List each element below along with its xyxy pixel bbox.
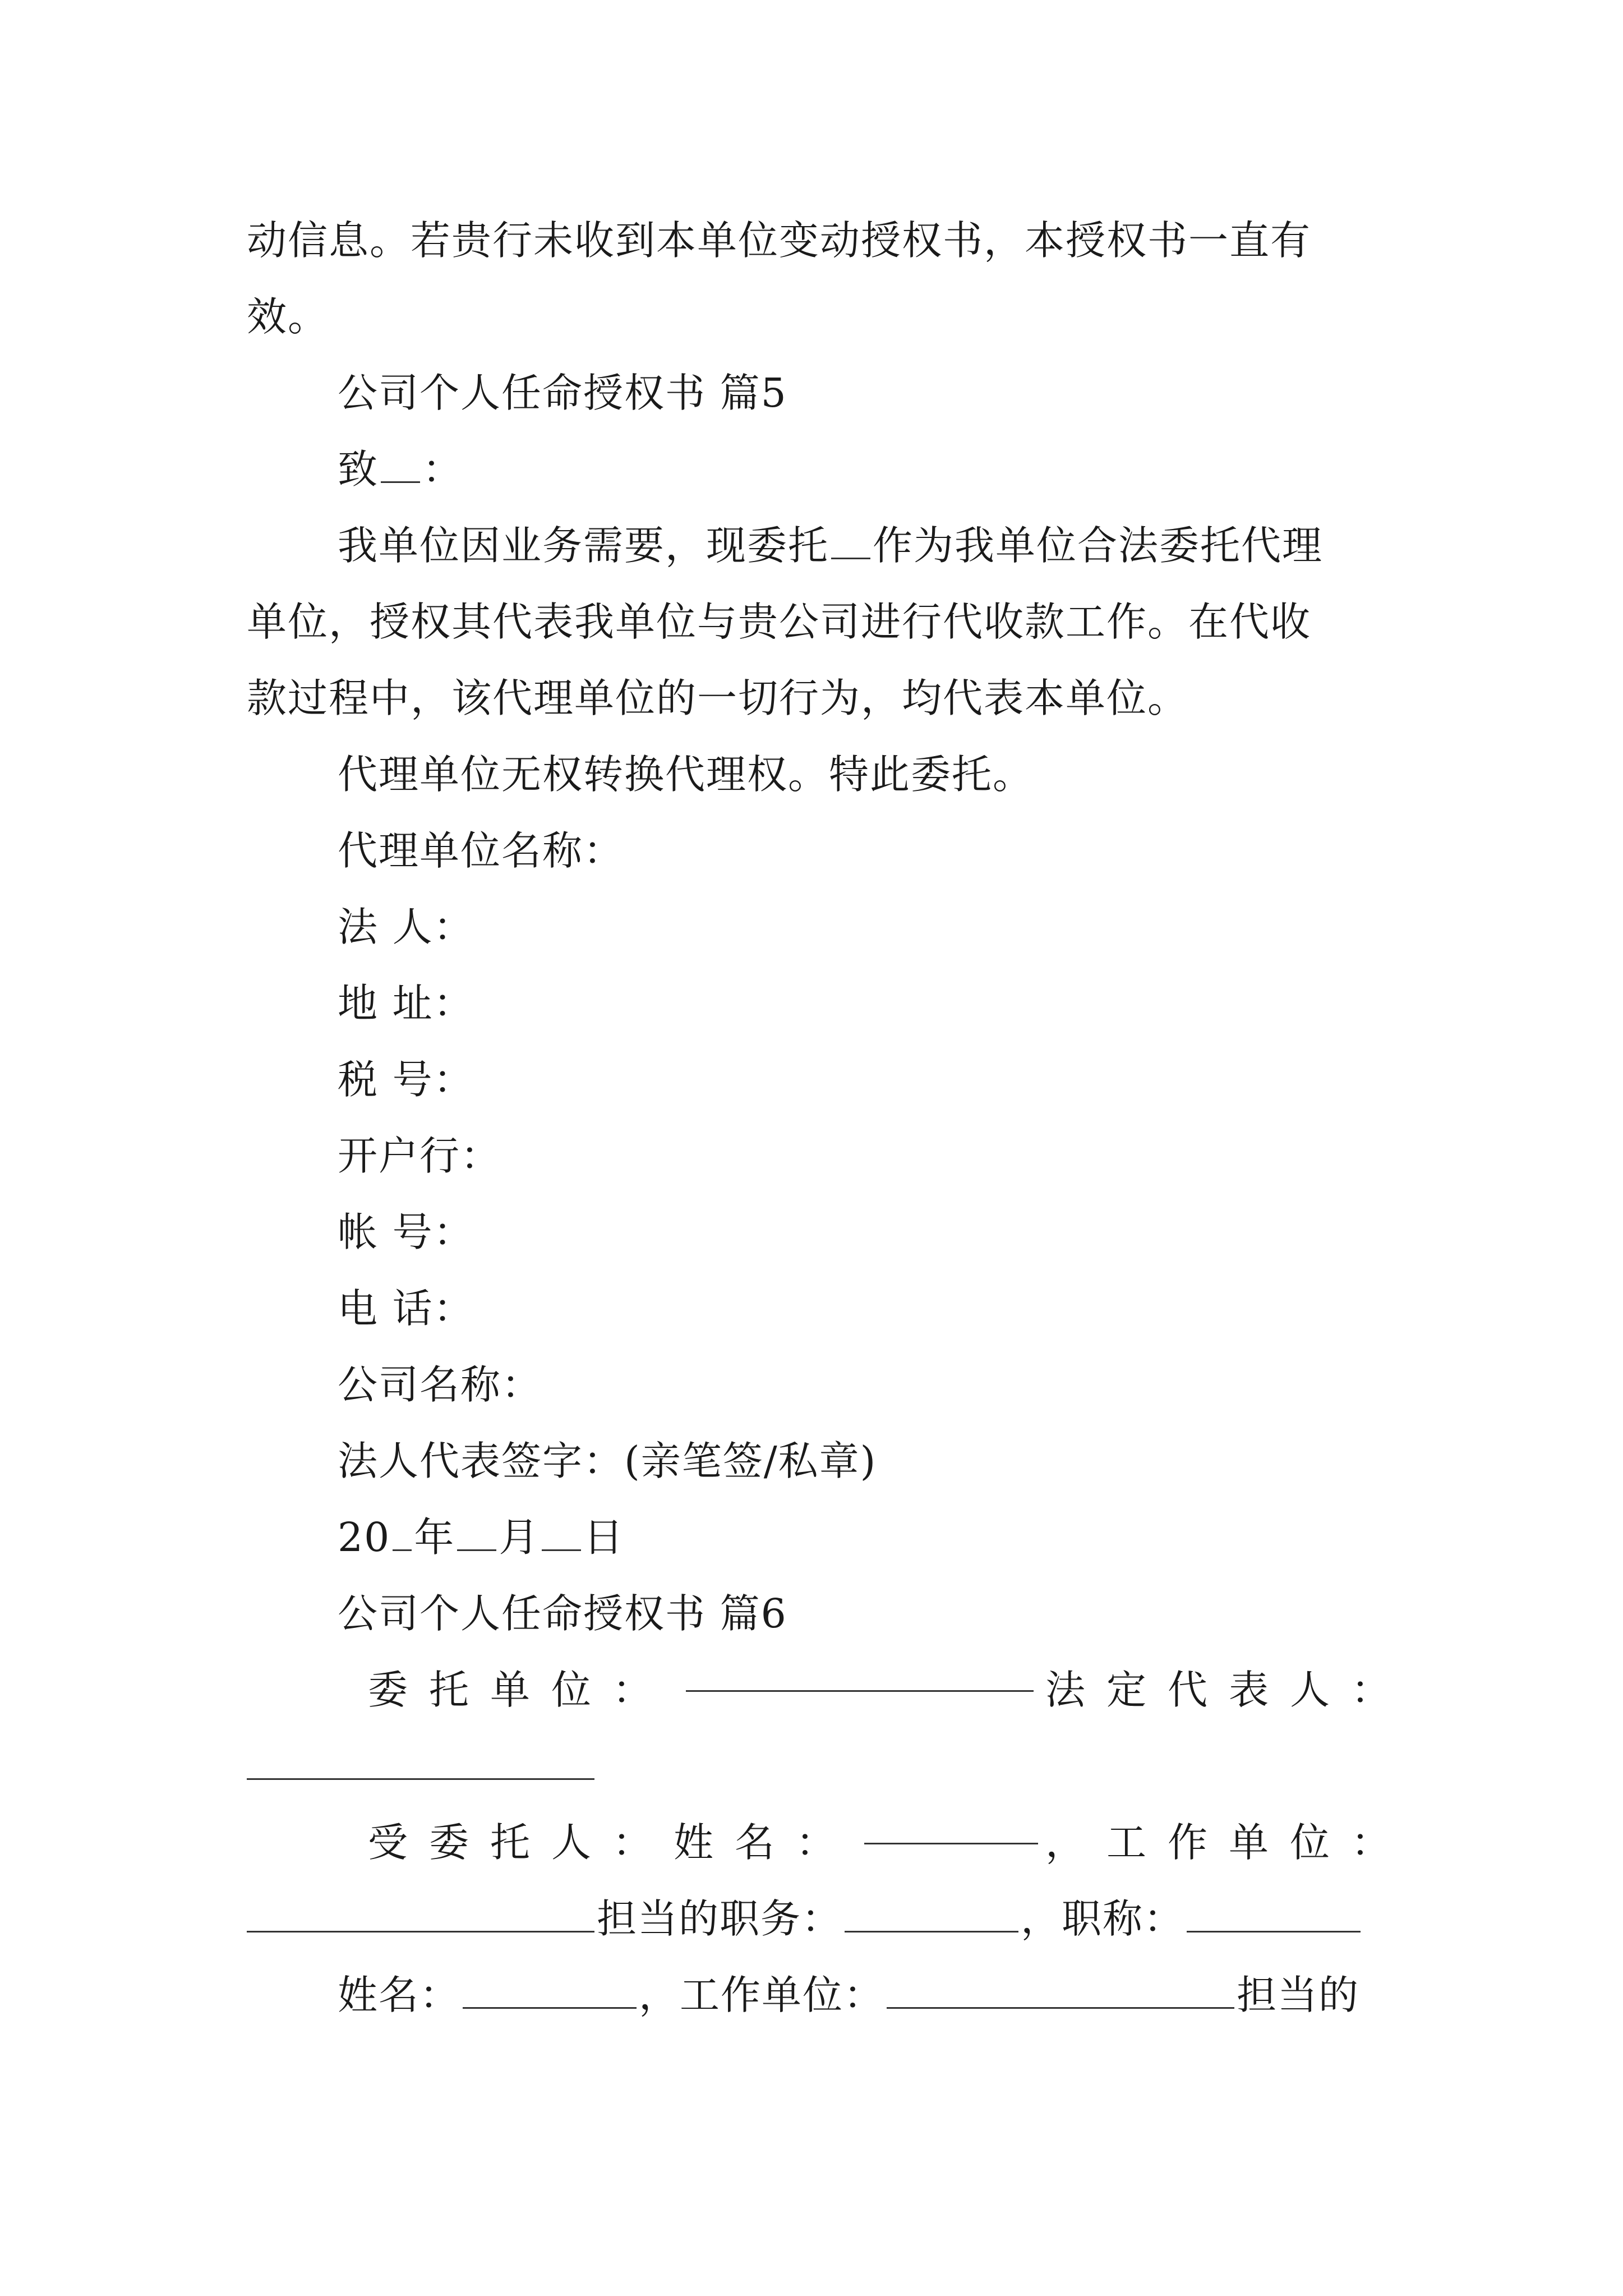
- fill-in-blank: [864, 1842, 1038, 1844]
- fill-in-blank: [1187, 1930, 1361, 1932]
- text-fragment: 日: [583, 1514, 625, 1561]
- section-heading: 公司个人任命授权书 篇5: [338, 370, 787, 416]
- form-line: [368, 1812, 1412, 1874]
- fill-in-blank: [381, 480, 420, 483]
- section-heading: 公司个人任命授权书 篇6: [338, 1590, 787, 1637]
- form-label: 开户行：: [338, 1133, 502, 1179]
- form-label: ，职称：: [1021, 1895, 1185, 1942]
- form-label: 公司名称：: [338, 1361, 543, 1408]
- text-fragment: 20: [338, 1514, 391, 1561]
- text-fragment: 我单位因业务需要，现委托: [338, 522, 829, 569]
- form-line: [368, 1659, 1412, 1721]
- text-fragment: 年: [414, 1514, 455, 1561]
- fill-in-blank: [845, 1930, 1018, 1932]
- text-fragment: 作为我单位合法委托代理: [873, 522, 1324, 569]
- text-line: 动信息。若贵行未收到本单位变动授权书，本授权书一直有: [247, 217, 1312, 264]
- addressee-line: [338, 439, 1391, 500]
- form-label: 代理单位名称：: [338, 827, 625, 874]
- form-label: 担当的职务：: [597, 1895, 843, 1942]
- text-line: 款过程中，该代理单位的一切行为，均代表本单位。: [247, 675, 1189, 721]
- form-label: ，工作单位：: [1045, 1819, 1412, 1866]
- fill-in-blank: [393, 1548, 412, 1551]
- form-line: [247, 1736, 1391, 1797]
- form-label: 帐 号：: [338, 1209, 474, 1255]
- form-label: 法 人：: [338, 904, 474, 950]
- form-line: [338, 1964, 1391, 2026]
- text-line: 效。: [247, 293, 329, 340]
- text-line: [338, 515, 1391, 577]
- text-fragment: 致: [338, 446, 379, 493]
- form-line: [247, 1888, 1391, 1950]
- fill-in-blank: [831, 556, 870, 559]
- form-label: ，工作单位：: [639, 1972, 885, 2018]
- signature-label: 法人代表签字：(亲笔签/私章): [338, 1438, 877, 1484]
- form-label: 委托单位：: [368, 1667, 674, 1713]
- date-line: [338, 1507, 1391, 1568]
- fill-in-blank: [463, 2006, 637, 2009]
- form-label: 受委托人：姓名：: [368, 1819, 857, 1866]
- text-fragment: 月: [499, 1514, 540, 1561]
- fill-in-blank: [686, 1689, 1034, 1692]
- fill-in-blank: [247, 1777, 594, 1780]
- text-line: 代理单位无权转换代理权。特此委托。: [338, 751, 1034, 798]
- form-label: 税 号：: [338, 1056, 474, 1103]
- form-label: 姓名：: [338, 1972, 461, 2018]
- text-fragment: ：: [422, 446, 464, 493]
- text-line: 单位，授权其代表我单位与贵公司进行代收款工作。在代收: [247, 599, 1312, 645]
- fill-in-blank: [887, 2006, 1234, 2009]
- fill-in-blank: [457, 1548, 496, 1551]
- form-label: 地 址：: [338, 980, 474, 1027]
- form-label: 电 话：: [338, 1285, 474, 1332]
- form-label: 担当的: [1237, 1972, 1360, 2018]
- fill-in-blank: [542, 1548, 581, 1551]
- form-label: 法定代表人：: [1045, 1667, 1412, 1713]
- fill-in-blank: [247, 1930, 594, 1932]
